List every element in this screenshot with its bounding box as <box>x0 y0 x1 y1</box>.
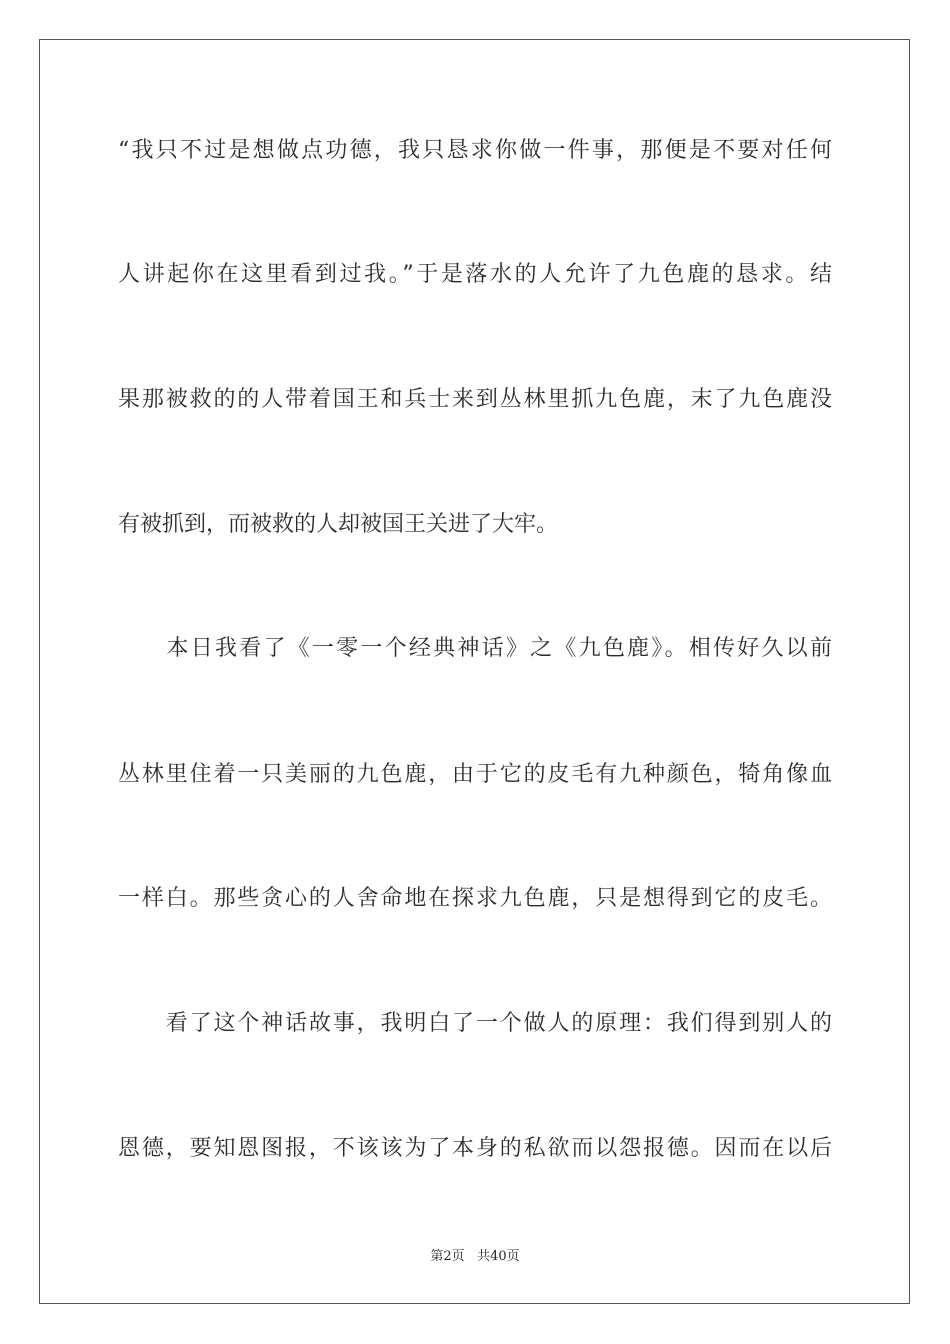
text-line-4: 有被抓到，而被救的人却被国王关进了大牢。 <box>118 512 559 537</box>
page-footer <box>0 1245 950 1264</box>
text-line-2: 人讲起你在这里看到过我。”于是落水的人允许了九色鹿的恳求。结 <box>118 262 832 287</box>
page-number: 第2页 <box>430 1249 465 1264</box>
text-line-1: “我只不过是想做点功德，我只恳求你做一件事，那便是不要对任何 <box>118 138 832 163</box>
text-line-5: 本日我看了《一零一个经典神话》之《九色鹿》。相传好久以前 <box>118 636 832 661</box>
text-line-7: 一样白。那些贪心的人舍命地在探求九色鹿，只是想得到它的皮毛。 <box>118 886 832 911</box>
page-total: 共40页 <box>477 1249 520 1264</box>
text-line-3: 果那被救的的人带着国王和兵士来到丛林里抓九色鹿，末了九色鹿没 <box>118 387 832 412</box>
text-line-9: 恩德，要知恩图报，不该该为了本身的私欲而以怨报德。因而在以后 <box>118 1136 832 1161</box>
page-border <box>39 39 910 1304</box>
text-line-8: 看了这个神话故事，我明白了一个做人的原理：我们得到别人的 <box>118 1011 832 1036</box>
text-line-6: 丛林里住着一只美丽的九色鹿，由于它的皮毛有九种颜色，犄角像血 <box>118 762 832 787</box>
